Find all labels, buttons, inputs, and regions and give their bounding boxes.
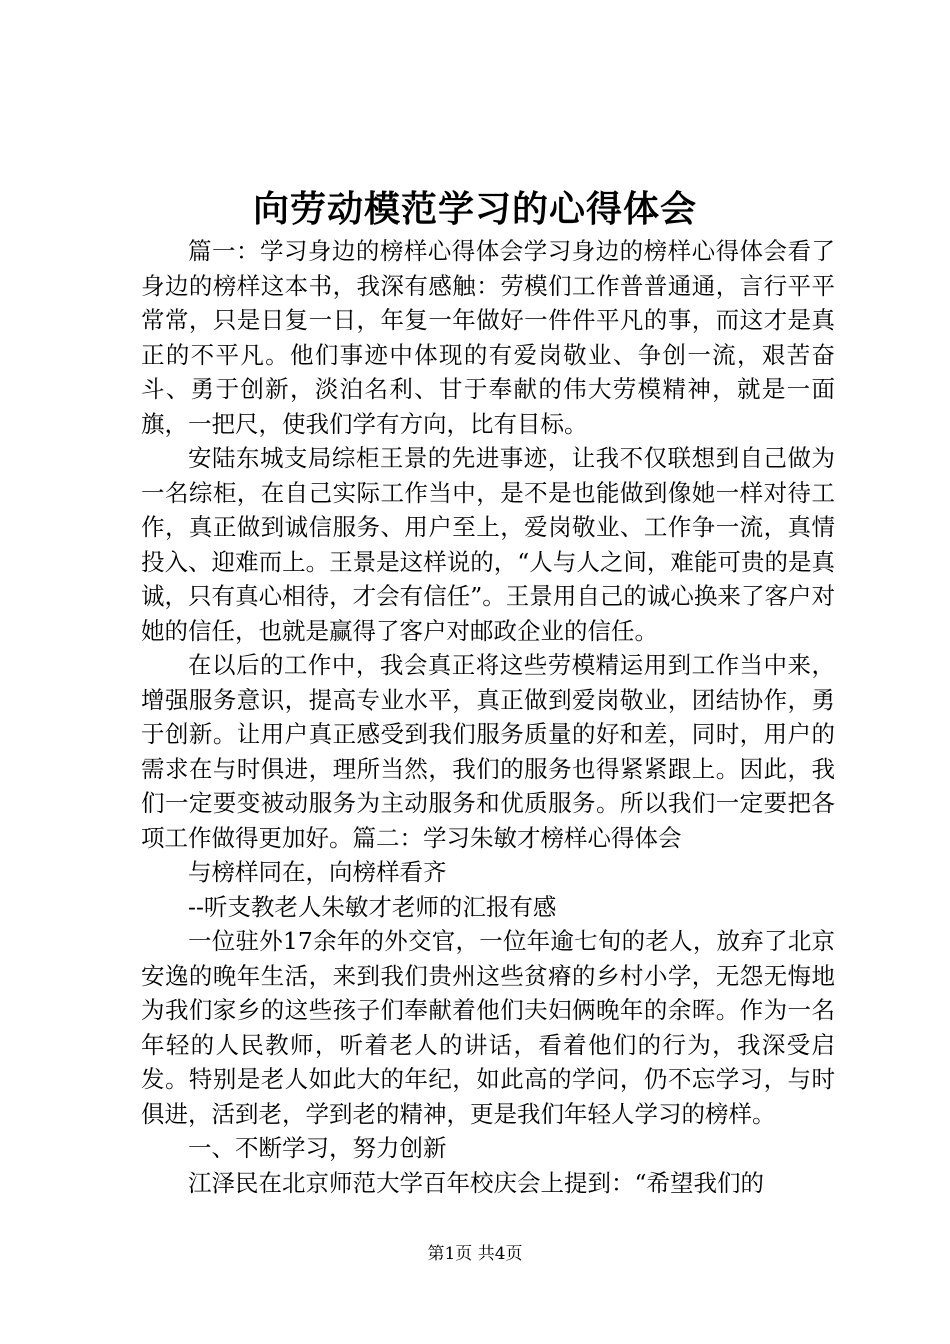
paragraph: 安陆东城支局综柜王景的先进事迹，让我不仅联想到自己做为一名综柜，在自己实际工作当中，是不是也能做到像她一样对待工作，真正做到诚信服务、用户至上，爱岗敬业、工作争一流，真情投入、迎难而上。王景是这样说的，“人与人之间，难能可贵的是真诚，只有真心相待，才会有信任”。王景用自己的诚心换来了客户对她的信任，也就是赢得了客户对邮政企业的信任。 <box>141 444 835 645</box>
paragraph: 一位驻外17余年的外交官，一位年逾七旬的老人，放弃了北京安逸的晚年生活，来到我们贵州这些贫瘠的乡村小学，无怨无悔地为我们家乡的这些孩子们奉献着他们夫妇俩晚年的余晖。作为一名年轻的人民教师，听着老人的讲话，看着他们的行为，我深受启发。特别是老人如此大的年纪，如此高的学问，仍不忘学习，与时俱进，活到老，学到老的精神，更是我们年轻人学习的榜样。 <box>141 927 835 1128</box>
page-number-footer: 第1页 共4页 <box>427 1244 523 1264</box>
paragraph: 与榜样同在，向榜样看齐 <box>188 858 447 886</box>
paragraph: 篇一：学习身边的榜样心得体会学习身边的榜样心得体会看了身边的榜样这本书，我深有感触：劳模们工作普普通通，言行平平常常，只是日复一日，年复一年做好一件件平凡的事，而这才是真正的不平凡。他们事迹中体现的有爱岗敬业、争创一流，艰苦奋斗、勇于创新，淡泊名利、甘于奉献的伟大劳模精神，就是一面旗，一把尺，使我们学有方向，比有目标。 <box>141 237 835 438</box>
paragraph: 一、不断学习，努力创新 <box>188 1134 447 1162</box>
paragraph: --听支教老人朱敏才老师的汇报有感 <box>188 892 557 921</box>
paragraph: 江泽民在北京师范大学百年校庆会上提到：“希望我们的 <box>188 1168 765 1197</box>
document-title: 向劳动模范学习的心得体会 <box>252 188 697 230</box>
document-body <box>141 234 835 1200</box>
paragraph: 在以后的工作中，我会真正将这些劳模精运用到工作当中来，增强服务意识，提高专业水平，真正做到爱岗敬业，团结协作，勇于创新。让用户真正感受到我们服务质量的好和差，同时，用户的需求在与时俱进，理所当然，我们的服务也得紧紧跟上。因此，我们一定要变被动服务为主动服务和优质服务。所以我们一定要把各项工作做得更加好。篇二：学习朱敏才榜样心得体会 <box>141 651 835 852</box>
